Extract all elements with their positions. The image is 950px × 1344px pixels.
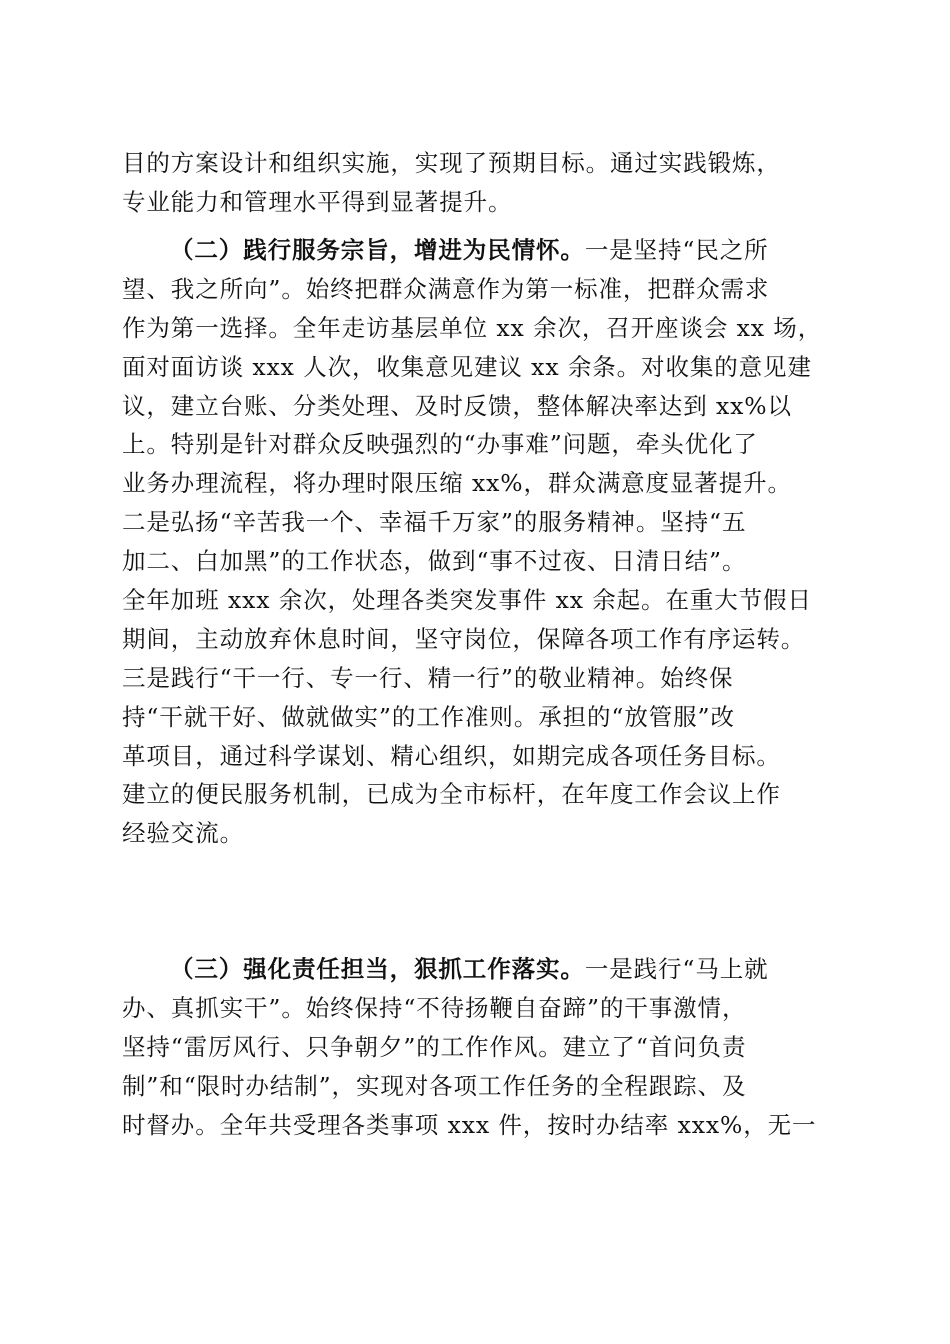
text-line: 二是弘扬“辛苦我一个、幸福千万家”的服务精神。坚持“五 <box>122 508 747 537</box>
paragraph-service-purpose <box>122 231 832 853</box>
text-line: 经验交流。 <box>122 819 244 848</box>
text-line: 面对面访谈 xxx 人次，收集意见建议 xx 余条。对收集的意见建 <box>122 352 812 381</box>
text-line: 全年加班 xxx 余次，处理各类突发事件 xx 余起。在重大节假日 <box>122 586 812 615</box>
text-line: 上。特别是针对群众反映强烈的“办事难”问题，牵头优化了 <box>122 430 758 459</box>
text-line: 作为第一选择。全年走访基层单位 xx 余次，召开座谈会 xx 场， <box>122 313 823 342</box>
paragraph-first-line <box>122 950 832 989</box>
text-line: 议，建立台账、分类处理、及时反馈，整体解决率达到 xx%以 <box>122 391 792 420</box>
text-line: 加二、白加黑”的工作状态，做到“事不过夜、日清日结”。 <box>122 547 747 576</box>
text-line: 期间，主动放弃休息时间，坚守岗位，保障各项工作有序运转。 <box>122 624 806 653</box>
section-heading-2: （二）践行服务宗旨，增进为民情怀。 <box>170 236 585 264</box>
text-line: 办、真抓实干”。始终保持“不待扬鞭自奋蹄”的干事激情， <box>122 993 747 1022</box>
text-line: 坚持“雷厉风行、只争朝夕”的工作作风。建立了“首问负责 <box>122 1032 747 1061</box>
paragraph-continuation <box>122 144 832 222</box>
text-line: 时督办。全年共受理各类事项 xxx 件，按时办结率 xxx%，无一 <box>122 1110 817 1139</box>
text-line: 制”和“限时办结制”，实现对各项工作任务的全程跟踪、及 <box>122 1071 747 1100</box>
paragraph-first-line <box>122 231 832 270</box>
text-line: 望、我之所向”。始终把群众满意作为第一标准，把群众需求 <box>122 274 770 303</box>
text-line: 持“干就干好、做就做实”的工作准则。承担的“放管服”改 <box>122 702 735 731</box>
paragraph-responsibility <box>122 950 832 1144</box>
text-line: 革项目，通过科学谋划、精心组织，如期完成各项任务目标。 <box>122 741 781 770</box>
text-run: 一是坚持“民之所 <box>584 236 769 264</box>
text-line: 业务办理流程，将办理时限压缩 xx%，群众满意度显著提升。 <box>122 469 792 498</box>
text-line: 专业能力和管理水平得到显著提升。 <box>122 187 513 216</box>
text-line: 建立的便民服务机制，已成为全市标杆，在年度工作会议上作 <box>122 780 781 809</box>
text-line: 三是践行“干一行、专一行、精一行”的敬业精神。始终保 <box>122 663 734 692</box>
section-heading-3: （三）强化责任担当，狠抓工作落实。 <box>170 955 585 983</box>
text-line: 目的方案设计和组织实施，实现了预期目标。通过实践锻炼， <box>122 149 781 177</box>
text-run: 一是践行“马上就 <box>584 955 769 983</box>
